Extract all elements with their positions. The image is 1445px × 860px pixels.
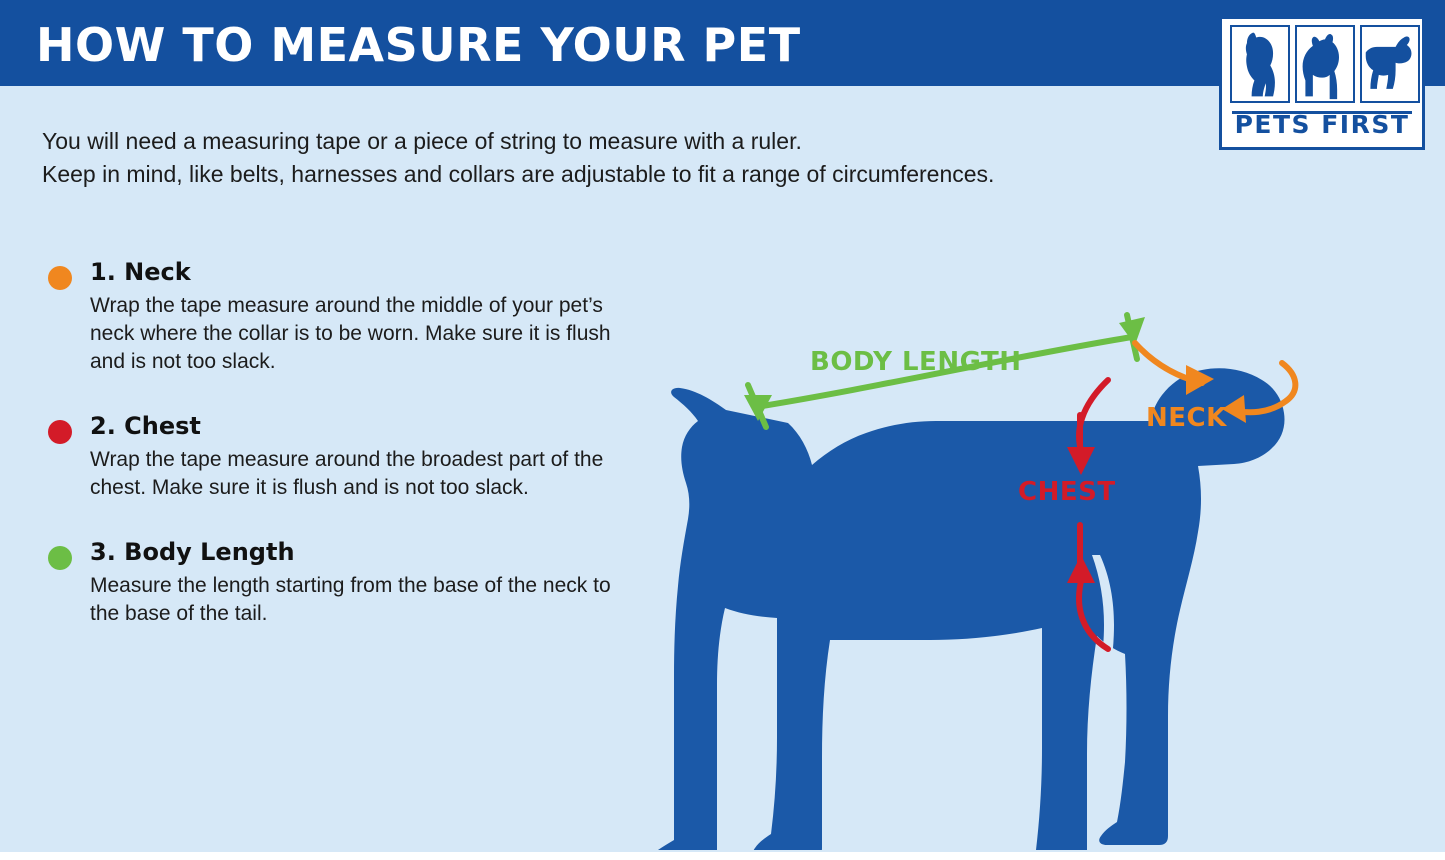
- logo-silhouette-row: [1230, 25, 1420, 103]
- step-body-length-title: 3. Body Length: [90, 537, 295, 566]
- steps-list: [42, 258, 642, 663]
- step-chest-title: 2. Chest: [90, 411, 201, 440]
- dog-measurement-illustration: [630, 225, 1430, 850]
- step-body-length-body: Measure the length starting from the base of the neck to the base of the tail.: [90, 573, 611, 625]
- label-body-length: BODY LENGTH: [810, 347, 1022, 377]
- label-neck: NECK: [1146, 403, 1227, 433]
- logo-wordmark: PETS FIRST: [1234, 110, 1410, 139]
- step-chest-body: Wrap the tape measure around the broadest part of the chest. Make sure it is flush and is not too slack.: [90, 447, 604, 499]
- dog-walking-silhouette-icon: [1360, 25, 1420, 103]
- bullet-body-length-icon: [48, 546, 72, 570]
- page-title: HOW TO MEASURE YOUR PET: [36, 18, 801, 72]
- bullet-chest-icon: [48, 420, 72, 444]
- step-neck-title: 1. Neck: [90, 258, 191, 286]
- step-body-length: [42, 538, 642, 628]
- step-neck-body: Wrap the tape measure around the middle of your pet’s neck where the collar is to be worn. Make sure it is flush and is not too slack.: [90, 294, 611, 373]
- bottom-strip: [0, 852, 1445, 860]
- label-chest: CHEST: [1018, 477, 1116, 507]
- intro-line-2: Keep in mind, like belts, harnesses and collars are adjustable to fit a range of circumferences.: [42, 160, 995, 187]
- dog-ear-highlight: [1210, 305, 1240, 357]
- intro-line-1: You will need a measuring tape or a piece of string to measure with a ruler.: [42, 128, 802, 154]
- dog-standing-silhouette-icon: [1295, 25, 1355, 103]
- step-neck: [42, 258, 642, 376]
- dog-sitting-silhouette-icon: [1230, 25, 1290, 103]
- intro-text: [42, 125, 1282, 190]
- dog-silhouette: [649, 368, 1284, 850]
- bullet-neck-icon: [48, 266, 72, 290]
- step-chest: [42, 412, 642, 502]
